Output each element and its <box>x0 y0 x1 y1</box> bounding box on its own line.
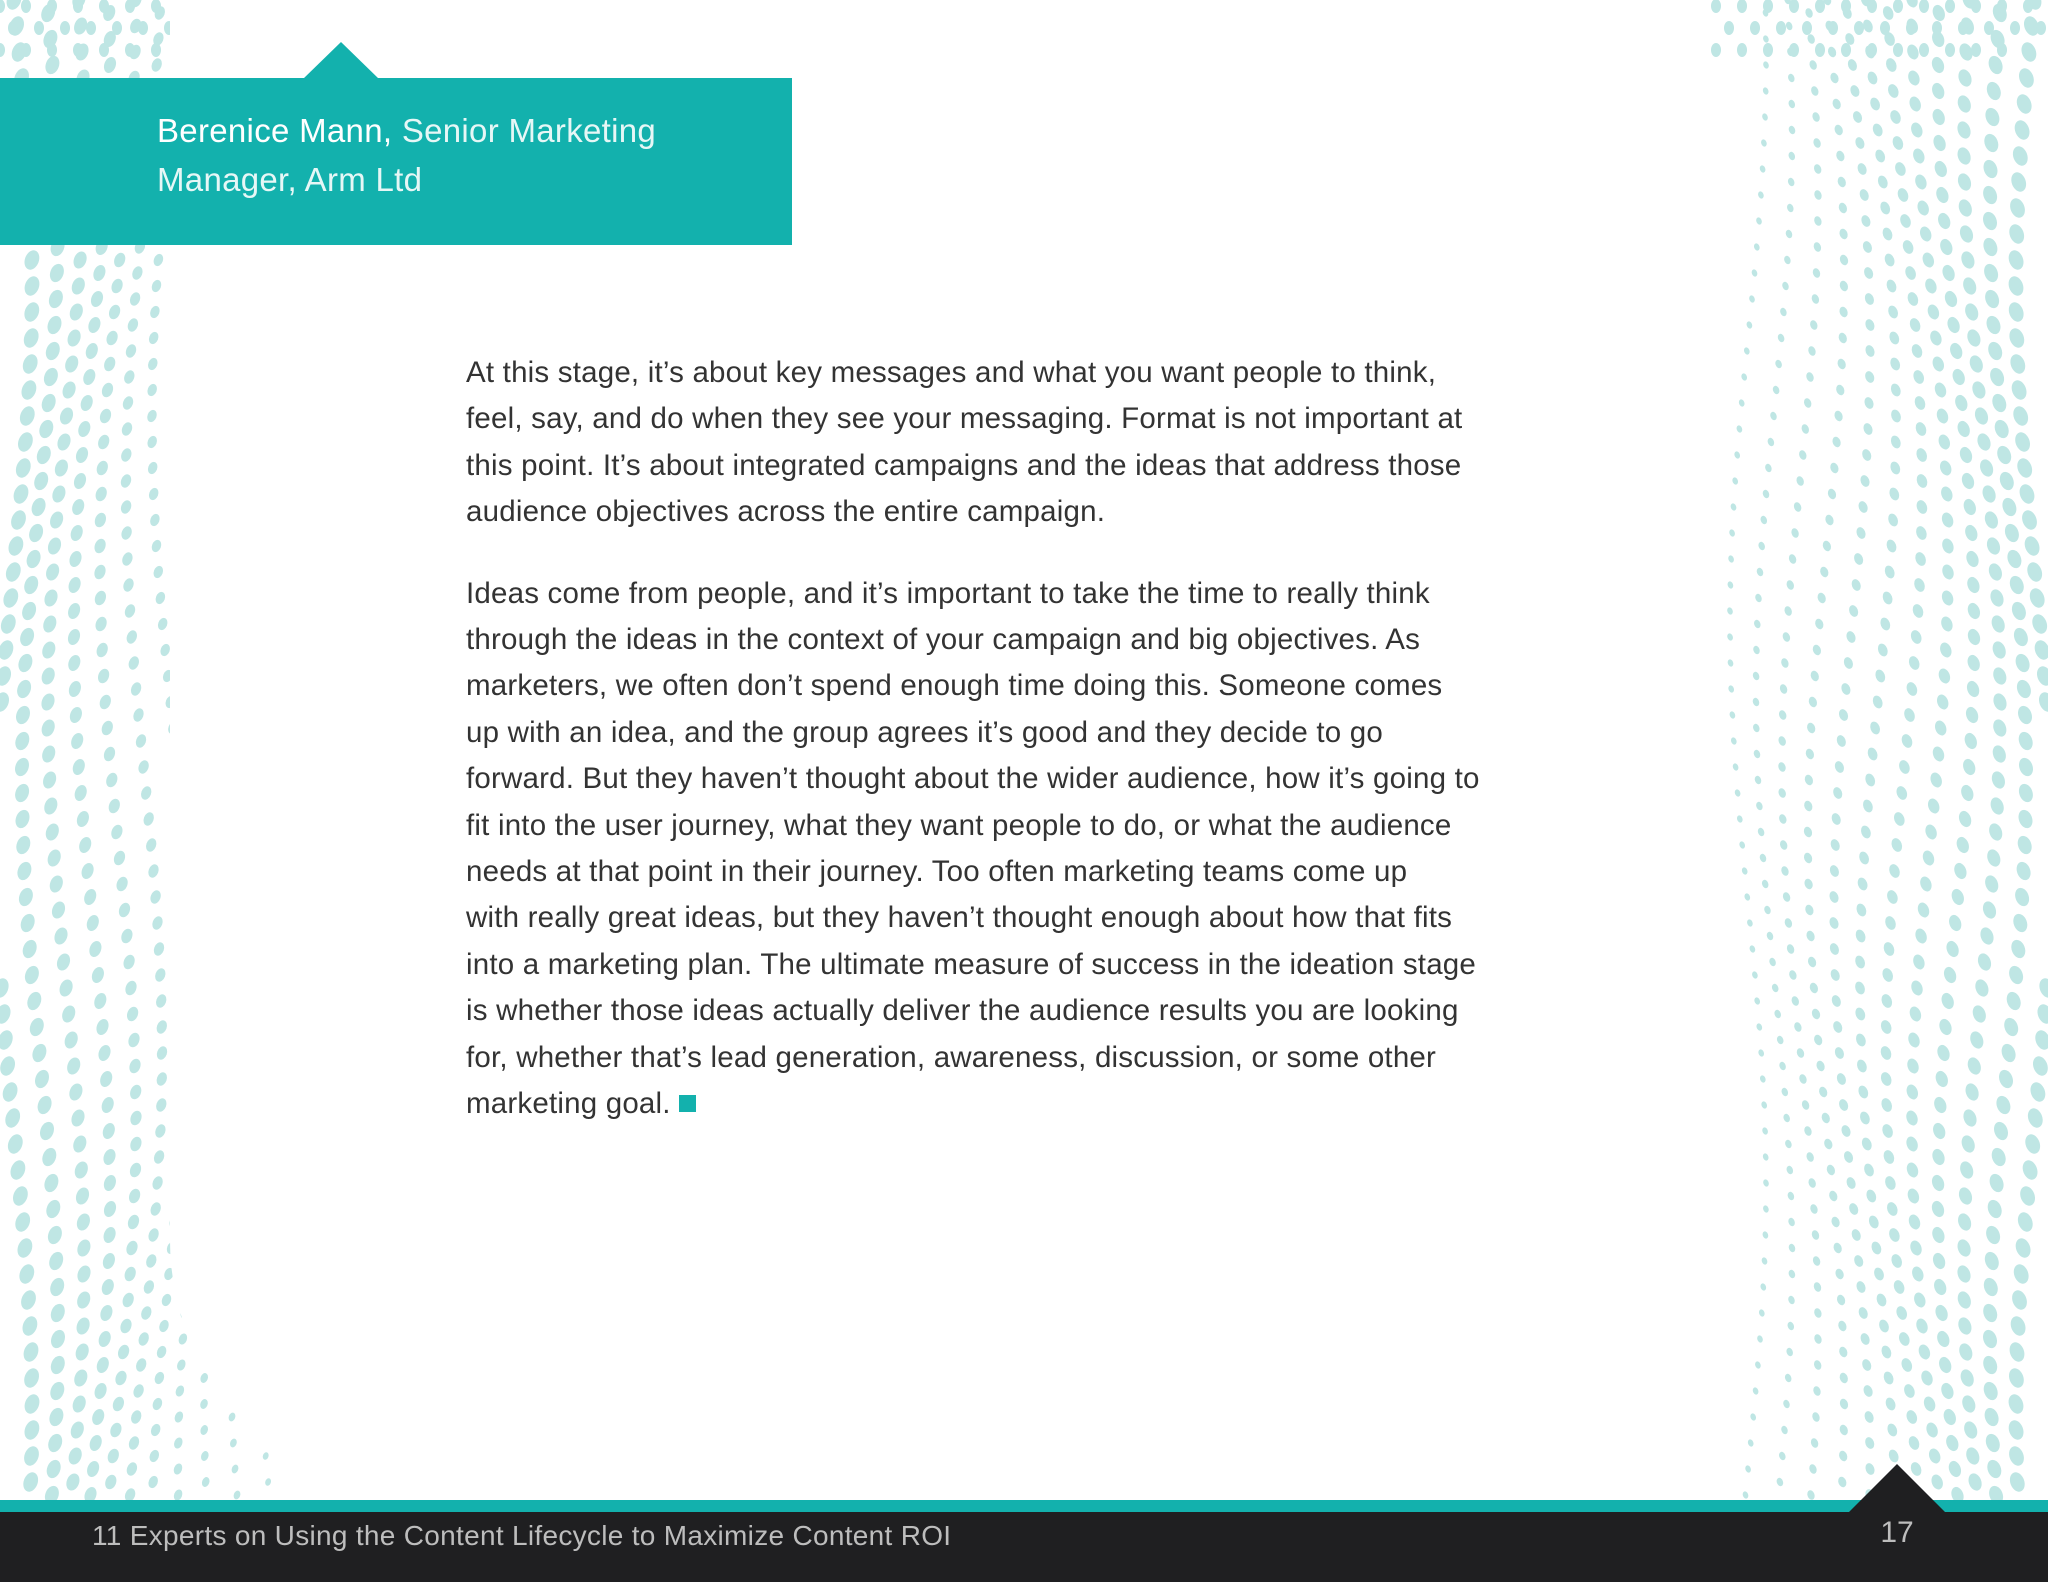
end-of-article-square-icon <box>679 1095 696 1112</box>
author-name: Berenice Mann, <box>157 112 393 149</box>
attribution-pointer <box>303 42 379 79</box>
footer-accent-stripe <box>0 1500 2048 1512</box>
attribution-text <box>157 106 757 204</box>
article-body <box>466 350 1596 1163</box>
paragraph-2-text: Ideas come from people, and it’s important to take the time to really think through the ideas in the context of your campaign and big objectives. As marketers, we often don’t spend enough time doing this. Someone comes up with an idea, and the group agrees it’s good and they decide to go forward. But they haven’t thought about the wider audience, how it’s going to fit into the user journey, what they want people to do, or what the audience needs at that point in their journey. Too often marketing teams come up with really great ideas, but they haven’t thought enough about how that fits into a marketing plan. The ultimate measure of success in the ideation stage is whether those ideas actually deliver the audience results you are looking for, whether that’s lead generation, awareness, discussion, or some other marketing goal. <box>466 576 1480 1121</box>
page-number-tab <box>1849 1464 1945 1512</box>
paragraph-2 <box>466 571 1596 1128</box>
author-role: Senior Marketing Manager, Arm Ltd <box>157 112 657 198</box>
page-number: 17 <box>1880 1516 1914 1549</box>
paragraph-1: At this stage, it’s about key messages and what you want people to think, feel, say, and do when they see your messaging. Format is not important at this point. It’s about integrated campaigns and the ideas that address those audience objectives across the entire campaign. <box>466 356 1463 529</box>
footer-document-title: 11 Experts on Using the Content Lifecycle to Maximize Content ROI <box>92 1520 952 1551</box>
